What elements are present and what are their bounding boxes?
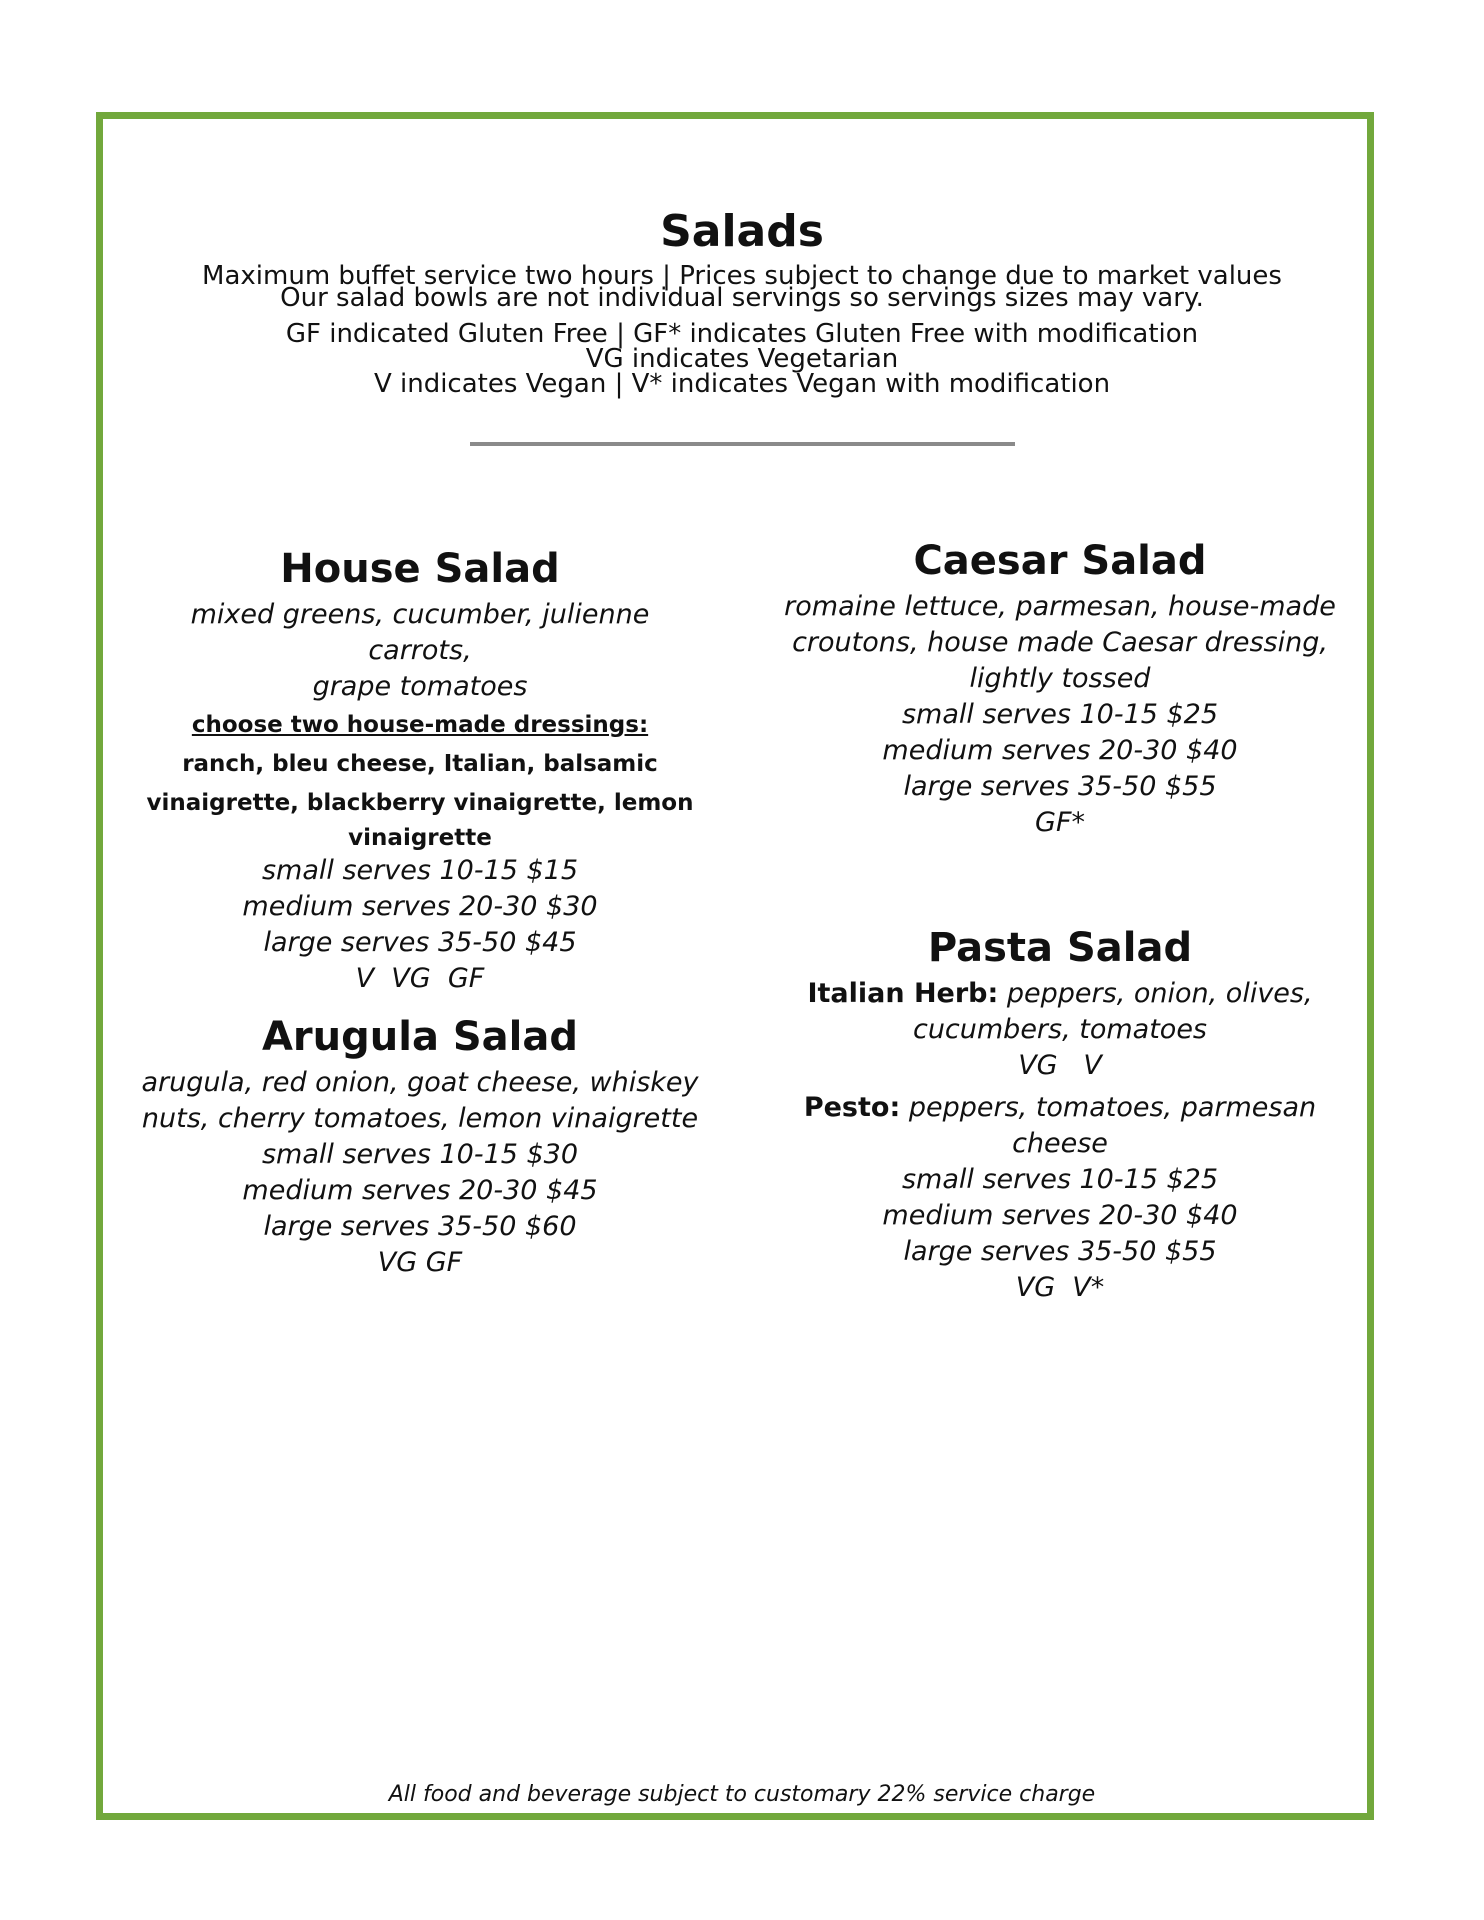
size-price: small serves 10-15 $25 (901, 699, 1219, 730)
italian-herb-variant (780, 976, 1340, 1012)
diet-tags: GF* (1035, 807, 1085, 838)
house-salad (140, 545, 700, 997)
diet-tags: V VG GF (355, 963, 485, 994)
dressing-list: vinaigrette, blackberry vinaigrette, lemon (146, 790, 694, 816)
variant-desc: cucumbers, tomatoes (912, 1014, 1208, 1045)
size-price: medium serves 20-30 $45 (242, 1175, 598, 1206)
variant-label: Pesto: (803, 1092, 901, 1123)
diet-tags: VG V (1018, 1050, 1102, 1081)
size-price: small serves 10-15 $15 (261, 855, 579, 886)
dressing-heading: choose two house-made dressings: (191, 712, 649, 738)
item-desc: mixed greens, cucumber, julienne carrots, (190, 599, 650, 666)
item-desc: lightly tossed (969, 663, 1151, 694)
size-price: medium serves 20-30 $40 (882, 735, 1238, 766)
menu-notes (0, 261, 1484, 399)
note-line: Maximum buffet service two hours | Prices subject to change due to market values (202, 261, 1282, 291)
item-desc: arugula, red onion, goat cheese, whiskey (141, 1067, 699, 1098)
item-title: Arugula Salad (261, 1014, 579, 1060)
page-title: Salads (660, 206, 824, 257)
size-price: large serves 35-50 $55 (903, 1236, 1217, 1267)
variant-desc: peppers, tomatoes, parmesan (900, 1092, 1317, 1123)
size-price: small serves 10-15 $25 (901, 1164, 1219, 1195)
item-title: House Salad (280, 546, 560, 592)
item-desc: nuts, cherry tomatoes, lemon vinaigrette (141, 1103, 699, 1134)
note-line: Our salad bowls are not individual servings so servings sizes may vary. (280, 283, 1204, 313)
caesar-salad (780, 537, 1340, 841)
service-charge-note: All food and beverage subject to customary 22% service charge (388, 1782, 1096, 1807)
arugula-salad (140, 1013, 700, 1281)
size-price: large serves 35-50 $60 (263, 1211, 577, 1242)
size-price: large serves 35-50 $45 (263, 927, 577, 958)
note-line: V indicates Vegan | V* indicates Vegan with modification (373, 369, 1111, 399)
size-price: medium serves 20-30 $40 (882, 1200, 1238, 1231)
item-title: Caesar Salad (913, 538, 1207, 584)
variant-desc: peppers, onion, olives, (998, 978, 1313, 1009)
size-price: small serves 10-15 $30 (261, 1139, 579, 1170)
note-line: GF indicated Gluten Free | GF* indicates Gluten Free with modification (285, 319, 1199, 349)
divider (470, 442, 1015, 446)
diet-tags: VG GF (377, 1247, 463, 1278)
pasta-salad (780, 924, 1340, 1306)
dressing-list: ranch, bleu cheese, Italian, balsamic (182, 751, 658, 777)
pesto-variant (780, 1090, 1340, 1126)
item-desc: croutons, house made Caesar dressing, (792, 627, 1328, 658)
note-line: VG indicates Vegetarian (585, 344, 899, 374)
variant-desc: cheese (1012, 1128, 1108, 1159)
dressing-list: vinaigrette (348, 825, 492, 851)
item-desc: grape tomatoes (312, 671, 528, 702)
item-title: Pasta Salad (927, 925, 1193, 971)
diet-tags: VG V* (1015, 1272, 1105, 1303)
size-price: medium serves 20-30 $30 (242, 891, 598, 922)
variant-label: Italian Herb: (807, 978, 999, 1009)
size-price: large serves 35-50 $55 (903, 771, 1217, 802)
item-desc: romaine lettuce, parmesan, house-made (784, 591, 1336, 622)
